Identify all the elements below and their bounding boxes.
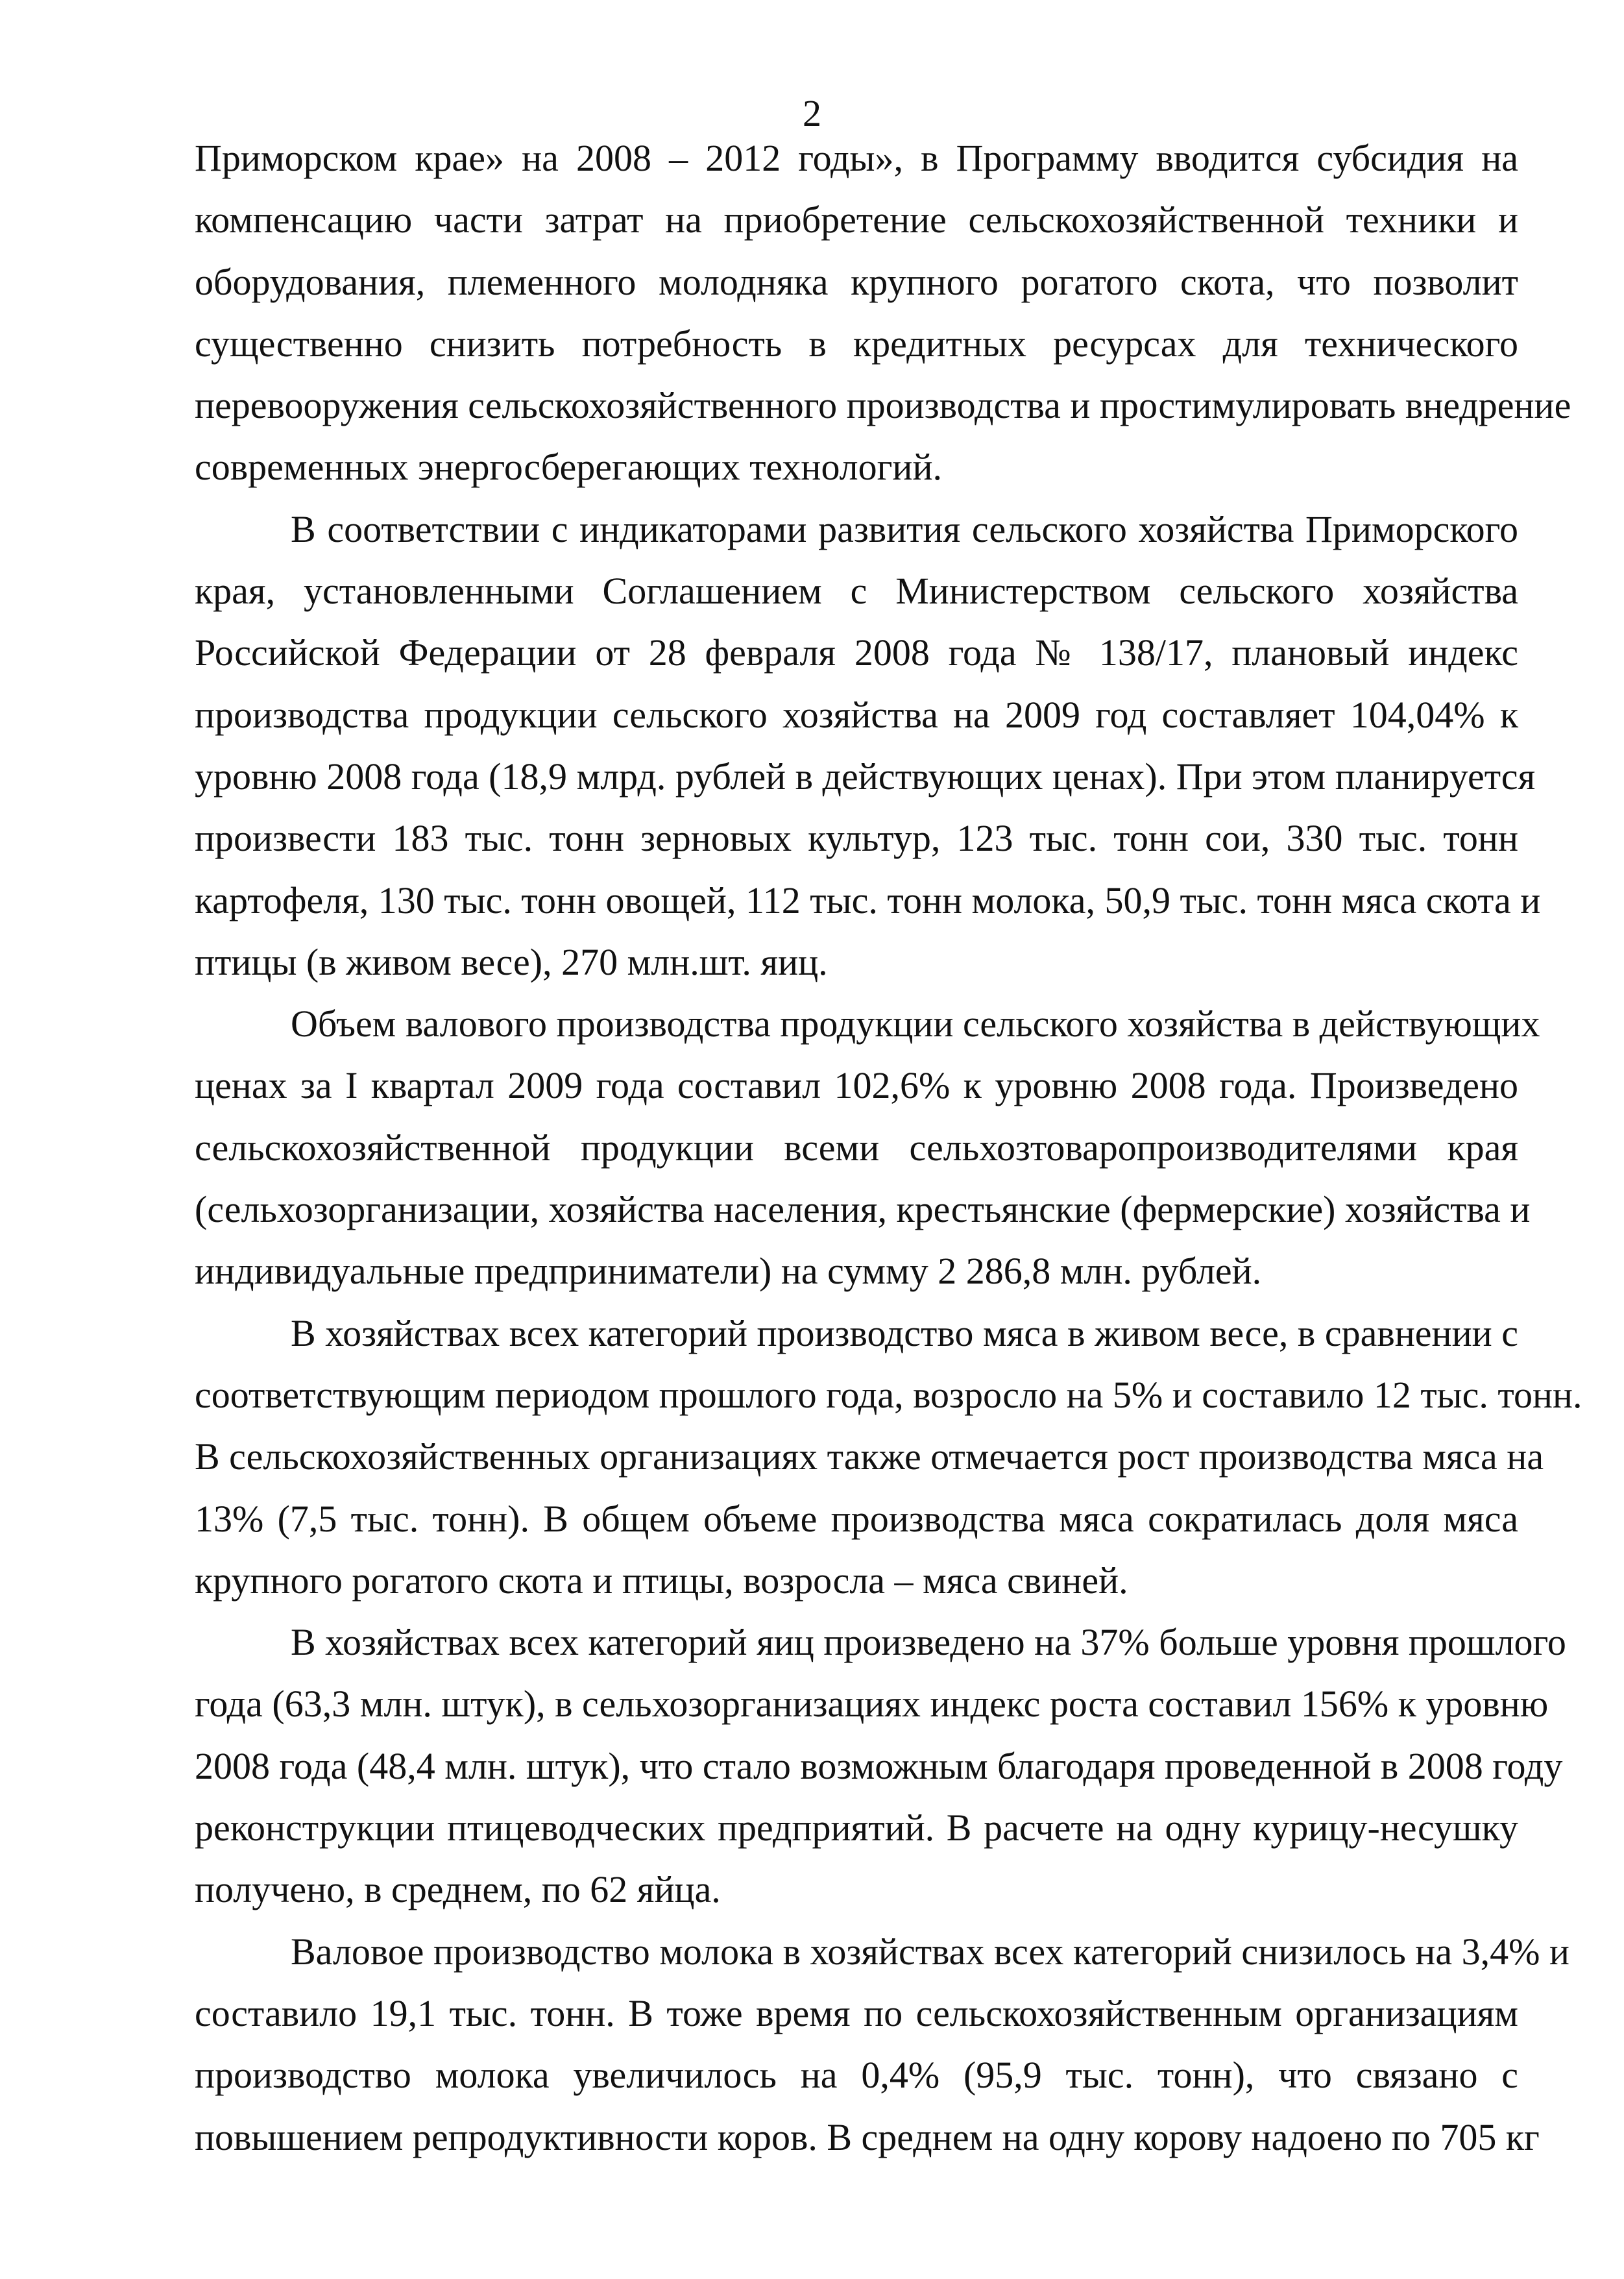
text-line: уровню 2008 года (18,9 млрд. рублей в действующих ценах). При этом планируется [195, 755, 1536, 798]
paragraph [195, 1611, 1566, 1920]
text-line: соответствующим периодом прошлого года, возросло на 5% и составило 12 тыс. тонн. [195, 1373, 1582, 1416]
text-line: птицы (в живом весе), 270 млн.шт. яиц. [195, 940, 828, 983]
text-line: индивидуальные предприниматели) на сумму 2 286,8 млн. рублей. [195, 1250, 1262, 1293]
paragraph [195, 1302, 1582, 1611]
text-line: В хозяйствах всех категорий производство мяса в живом весе, в сравнении с [291, 1311, 1518, 1354]
text-line: крупного рогатого скота и птицы, возросла – мяса свиней. [195, 1559, 1128, 1602]
text-line: Объем валового производства продукции сельского хозяйства в действующих [291, 1003, 1540, 1045]
text-line: существенно снизить потребность в кредитных ресурсах для технического [195, 322, 1518, 365]
text-line: 2008 года (48,4 млн. штук), что стало возможным благодаря проведенной в 2008 году [195, 1744, 1563, 1787]
text-line: края, установленными Соглашением с Министерством сельского хозяйства [195, 570, 1518, 613]
text-line: ценах за I квартал 2009 года составил 102,6% к уровню 2008 года. Произведено [195, 1064, 1518, 1107]
text-line: 13% (7,5 тыс. тонн). В общем объеме производства мяса сократилась доля мяса [195, 1497, 1518, 1540]
page-number: 2 [803, 92, 821, 134]
text-line: В соответствии с индикаторами развития сельского хозяйства Приморского [291, 507, 1518, 550]
text-line: Валовое производство молока в хозяйствах всех категорий снизилось на 3,4% и [291, 1930, 1569, 1973]
paragraph [195, 993, 1540, 1302]
text-line: реконструкции птицеводческих предприятий. В расчете на одну курицу-несушку [195, 1807, 1518, 1849]
text-line: производства продукции сельского хозяйства на 2009 год составляет 104,04% к [195, 693, 1518, 736]
paragraph [195, 1921, 1569, 2168]
text-line: В сельскохозяйственных организациях также отмечается рост производства мяса на [195, 1435, 1544, 1478]
text-line: года (63,3 млн. штук), в сельхозорганизациях индекс роста составил 156% к уровню [195, 1683, 1549, 1725]
document-body [195, 127, 1582, 2168]
text-line: произвести 183 тыс. тонн зерновых культур, 123 тыс. тонн сои, 330 тыс. тонн [195, 817, 1518, 860]
text-line: составило 19,1 тыс. тонн. В тоже время по сельскохозяйственным организациям [195, 1992, 1518, 2034]
text-line: повышением репродуктивности коров. В среднем на одну корову надоено по 705 кг [195, 2115, 1540, 2158]
paragraph [195, 127, 1571, 498]
text-line: В хозяйствах всех категорий яиц произведено на 37% больше уровня прошлого [291, 1621, 1566, 1664]
text-line: (сельхозорганизации, хозяйства населения, крестьянские (фермерские) хозяйства и [195, 1188, 1531, 1231]
text-line: производство молока увеличилось на 0,4% (95,9 тыс. тонн), что связано с [195, 2054, 1518, 2097]
text-line: современных энергосберегающих технологий. [195, 446, 942, 489]
text-line: получено, в среднем, по 62 яйца. [195, 1868, 721, 1911]
text-line: картофеля, 130 тыс. тонн овощей, 112 тыс. тонн молока, 50,9 тыс. тонн мяса скота и [195, 879, 1541, 921]
text-line: Приморском крае» на 2008 – 2012 годы», в Программу вводится субсидия на [195, 137, 1518, 179]
text-line: перевооружения сельскохозяйственного производства и простимулировать внедрение [195, 384, 1571, 427]
text-line: Российской Федерации от 28 февраля 2008 года № 138/17, плановый индекс [195, 631, 1518, 674]
text-line: компенсацию части затрат на приобретение сельскохозяйственной техники и [195, 199, 1518, 241]
paragraph [195, 498, 1541, 993]
text-line: сельскохозяйственной продукции всеми сельхозтоваропроизводителями края [195, 1126, 1518, 1169]
text-line: оборудования, племенного молодняка крупного рогатого скота, что позволит [195, 260, 1518, 303]
